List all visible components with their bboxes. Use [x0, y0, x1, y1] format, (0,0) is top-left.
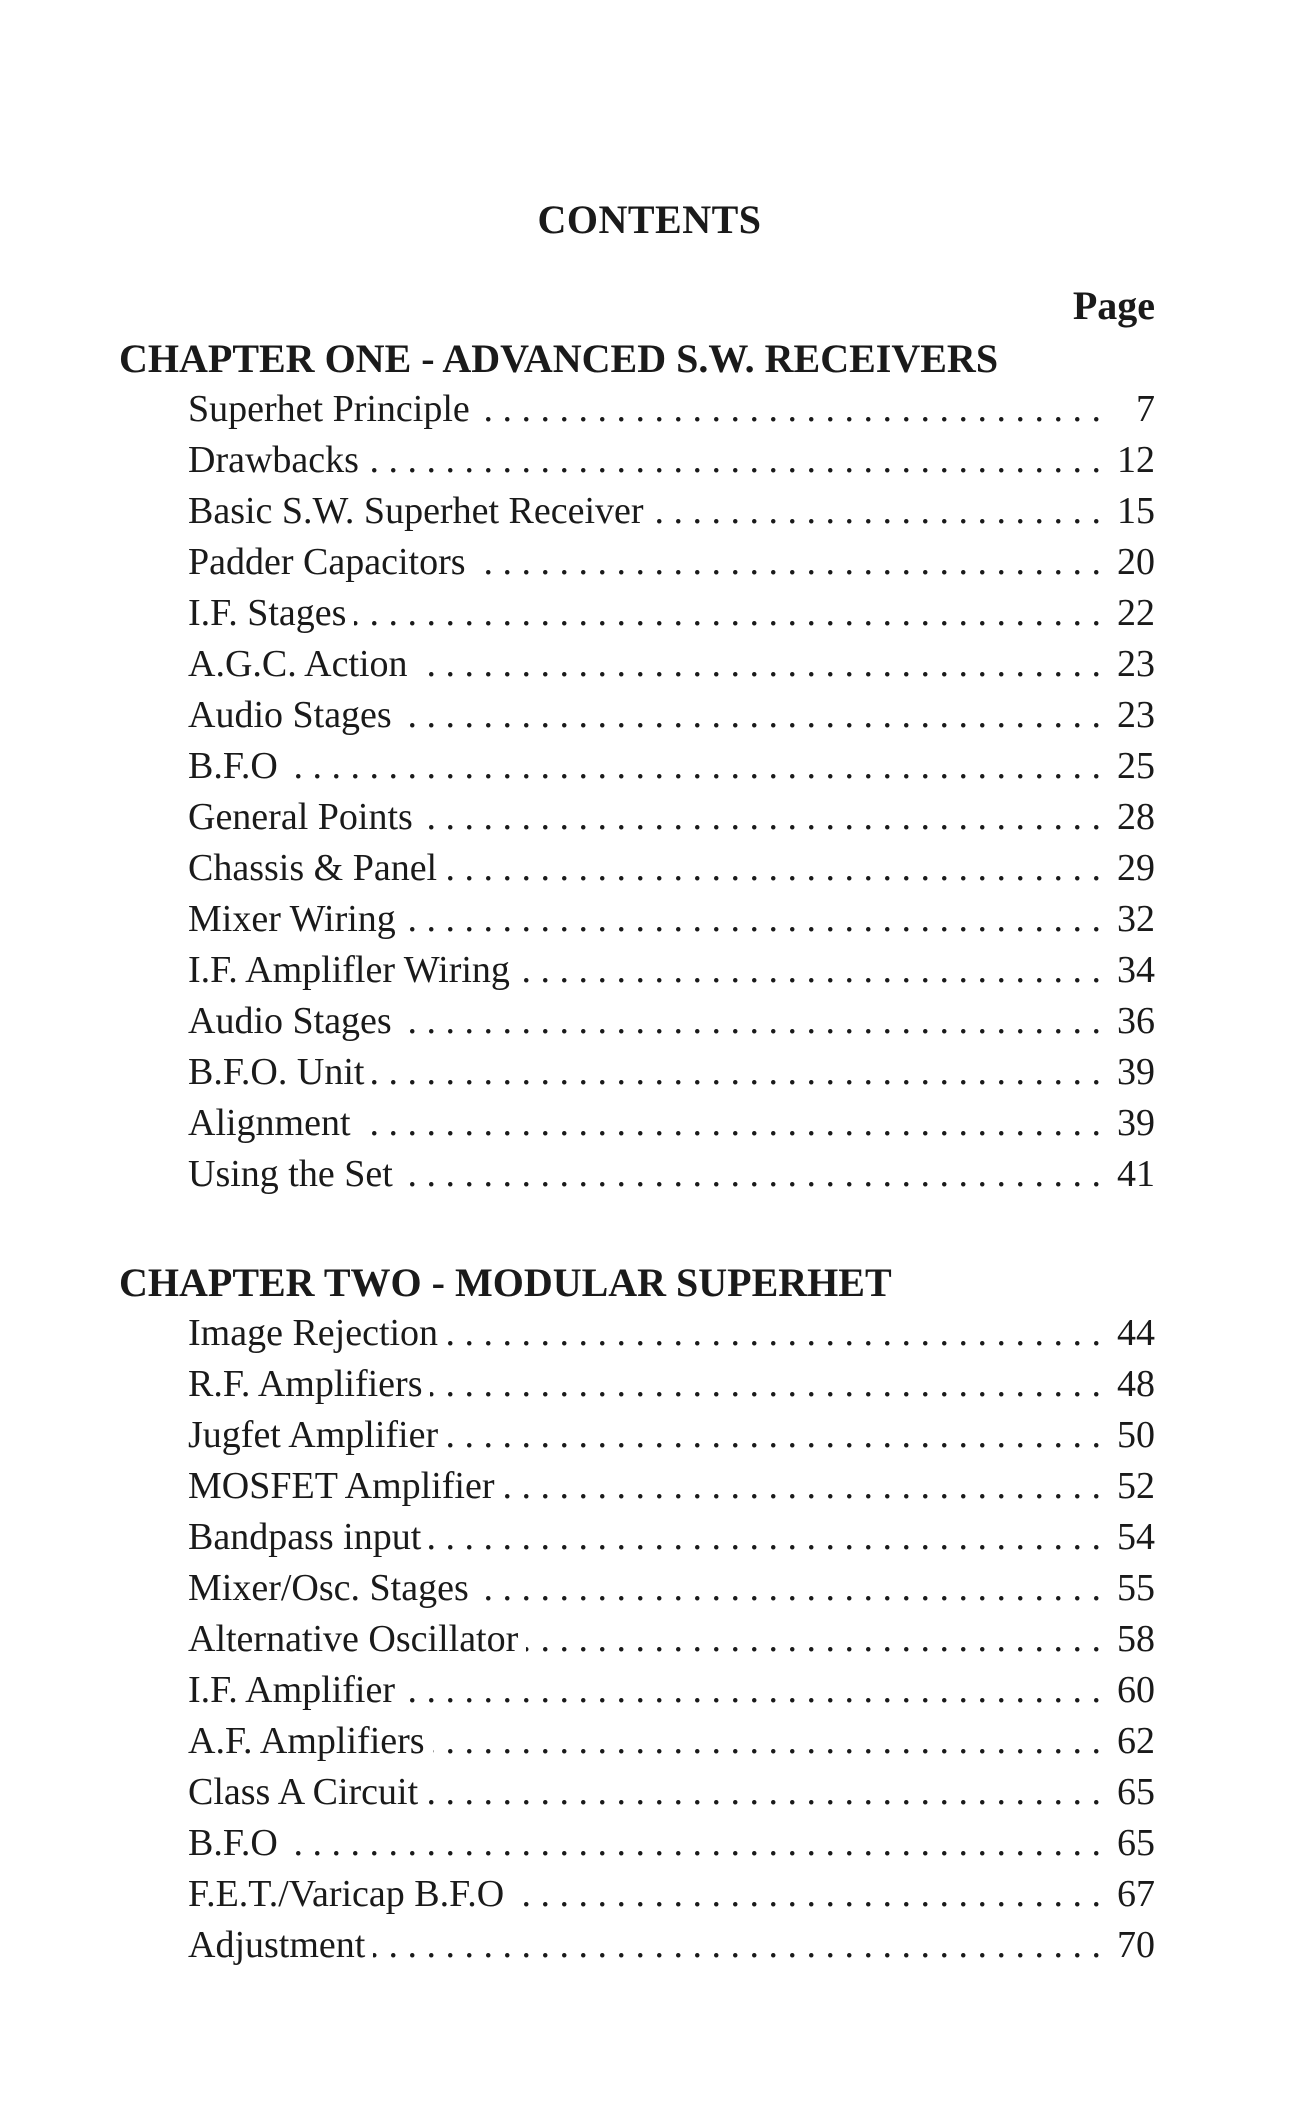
- toc-entry: [119, 537, 1155, 588]
- entry-title: Class A Circuit: [188, 1771, 419, 1813]
- entry-page-number: 52: [1117, 1465, 1155, 1507]
- dot-leader: [430, 1359, 1101, 1410]
- toc-entry: [119, 435, 1155, 486]
- entry-title: Image Rejection: [188, 1312, 439, 1354]
- entry-title: R.F. Amplifiers: [188, 1363, 423, 1405]
- dot-leader: [518, 945, 1101, 996]
- contents-title: CONTENTS: [537, 197, 762, 242]
- entry-page-number: 58: [1117, 1618, 1155, 1660]
- dot-leader: [512, 1869, 1101, 1920]
- dot-leader: [416, 639, 1101, 690]
- toc-entry: [119, 741, 1155, 792]
- dot-leader: [445, 843, 1101, 894]
- dot-leader: [433, 1716, 1101, 1767]
- entry-title: Audio Stages: [188, 694, 392, 736]
- dot-leader: [446, 1308, 1101, 1359]
- toc-entry: [119, 639, 1155, 690]
- entry-title: Using the Set: [188, 1153, 393, 1195]
- entry-title: Alignment: [188, 1102, 351, 1144]
- toc-entry: [119, 1359, 1155, 1410]
- entry-page-number: 50: [1117, 1414, 1155, 1456]
- toc-entry: [119, 1614, 1155, 1665]
- entry-page-number: 65: [1117, 1822, 1155, 1864]
- dot-leader: [372, 1047, 1101, 1098]
- chapter-entries: [119, 1308, 1155, 1971]
- entry-page-number: 12: [1117, 439, 1155, 481]
- entry-page-number: 62: [1117, 1720, 1155, 1762]
- entry-title: I.F. Stages: [188, 592, 347, 634]
- entry-page-number: 39: [1117, 1051, 1155, 1093]
- entry-title: I.F. Amplifler Wiring: [188, 949, 510, 991]
- toc-entry: [119, 792, 1155, 843]
- dot-leader: [503, 1461, 1102, 1512]
- chapter-entries: [119, 384, 1155, 1200]
- dot-leader: [526, 1614, 1101, 1665]
- dot-leader: [401, 1149, 1101, 1200]
- entry-title: MOSFET Amplifier: [188, 1465, 495, 1507]
- dot-leader: [404, 894, 1101, 945]
- dot-leader: [400, 690, 1101, 741]
- entry-page-number: 22: [1117, 592, 1155, 634]
- toc-entry: [119, 1869, 1155, 1920]
- dot-leader: [446, 1410, 1101, 1461]
- dot-leader: [286, 741, 1101, 792]
- toc-entry: [119, 1308, 1155, 1359]
- entry-page-number: 48: [1117, 1363, 1155, 1405]
- toc-entry: [119, 1047, 1155, 1098]
- entry-title: Adjustment: [188, 1924, 366, 1966]
- toc-entry: [119, 588, 1155, 639]
- toc-entry: [119, 690, 1155, 741]
- dot-leader: [359, 1098, 1101, 1149]
- entry-title: Mixer/Osc. Stages: [188, 1567, 469, 1609]
- toc-entry: [119, 843, 1155, 894]
- dot-leader: [354, 588, 1101, 639]
- chapter-heading: CHAPTER TWO - MODULAR SUPERHET: [119, 1260, 892, 1305]
- chapter-heading: CHAPTER ONE - ADVANCED S.W. RECEIVERS: [119, 336, 999, 381]
- entry-title: Basic S.W. Superhet Receiver: [188, 490, 644, 532]
- dot-leader: [477, 1563, 1101, 1614]
- dot-leader: [286, 1818, 1101, 1869]
- entry-page-number: 23: [1117, 694, 1155, 736]
- dot-leader: [403, 1665, 1101, 1716]
- dot-leader: [400, 996, 1101, 1047]
- entry-page-number: 67: [1117, 1873, 1155, 1915]
- page-column-label: Page: [1072, 283, 1155, 328]
- entry-title: Audio Stages: [188, 1000, 392, 1042]
- entry-title: Padder Capacitors: [188, 541, 466, 583]
- entry-title: Alternative Oscillator: [188, 1618, 519, 1660]
- entry-page-number: 32: [1117, 898, 1155, 940]
- toc-entry: [119, 486, 1155, 537]
- toc-entry: [119, 996, 1155, 1047]
- dot-leader: [373, 1920, 1101, 1971]
- entry-page-number: 25: [1117, 745, 1155, 787]
- dot-leader: [478, 384, 1101, 435]
- dot-leader: [367, 435, 1101, 486]
- entry-title: Superhet Principle: [188, 388, 470, 430]
- chapter-two: [119, 1258, 1155, 1971]
- entry-title: I.F. Amplifier: [188, 1669, 395, 1711]
- entry-page-number: 28: [1117, 796, 1155, 838]
- chapter-one: [119, 334, 1155, 1200]
- toc-entry: [119, 384, 1155, 435]
- toc-entry: [119, 1716, 1155, 1767]
- entry-title: Chassis & Panel: [188, 847, 438, 889]
- entry-page-number: 65: [1117, 1771, 1155, 1813]
- entry-page-number: 36: [1117, 1000, 1155, 1042]
- entry-title: A.G.C. Action: [188, 643, 408, 685]
- entry-title: Jugfet Amplifier: [188, 1414, 439, 1456]
- entry-title: F.E.T./Varicap B.F.O: [188, 1873, 505, 1915]
- entry-title: A.F. Amplifiers: [188, 1720, 425, 1762]
- toc-entry: [119, 1098, 1155, 1149]
- toc-entry: [119, 1665, 1155, 1716]
- dot-leader: [652, 486, 1101, 537]
- entry-page-number: 23: [1117, 643, 1155, 685]
- entry-page-number: 41: [1117, 1153, 1155, 1195]
- toc-entry: [119, 1563, 1155, 1614]
- entry-page-number: 70: [1117, 1924, 1155, 1966]
- entry-page-number: 44: [1117, 1312, 1155, 1354]
- entry-page-number: 20: [1117, 541, 1155, 583]
- dot-leader: [421, 792, 1101, 843]
- toc-entry: [119, 894, 1155, 945]
- dot-leader: [429, 1512, 1101, 1563]
- toc-entry: [119, 1149, 1155, 1200]
- dot-leader: [474, 537, 1101, 588]
- toc-entry: [119, 1767, 1155, 1818]
- entry-title: Bandpass input: [188, 1516, 422, 1558]
- toc-entry: [119, 1410, 1155, 1461]
- entry-title: B.F.O: [188, 1822, 278, 1864]
- entry-title: General Points: [188, 796, 413, 838]
- entry-page-number: 39: [1117, 1102, 1155, 1144]
- toc-entry: [119, 945, 1155, 996]
- toc-entry: [119, 1461, 1155, 1512]
- entry-title: B.F.O: [188, 745, 278, 787]
- entry-page-number: 7: [1136, 388, 1155, 430]
- entry-page-number: 34: [1117, 949, 1155, 991]
- entry-page-number: 15: [1117, 490, 1155, 532]
- toc-entry: [119, 1818, 1155, 1869]
- entry-page-number: 55: [1117, 1567, 1155, 1609]
- entry-page-number: 54: [1117, 1516, 1155, 1558]
- entry-page-number: 29: [1117, 847, 1155, 889]
- dot-leader: [426, 1767, 1101, 1818]
- toc-entry: [119, 1512, 1155, 1563]
- toc-entry: [119, 1920, 1155, 1971]
- entry-title: Drawbacks: [188, 439, 359, 481]
- entry-page-number: 60: [1117, 1669, 1155, 1711]
- entry-title: B.F.O. Unit: [188, 1051, 365, 1093]
- entry-title: Mixer Wiring: [188, 898, 396, 940]
